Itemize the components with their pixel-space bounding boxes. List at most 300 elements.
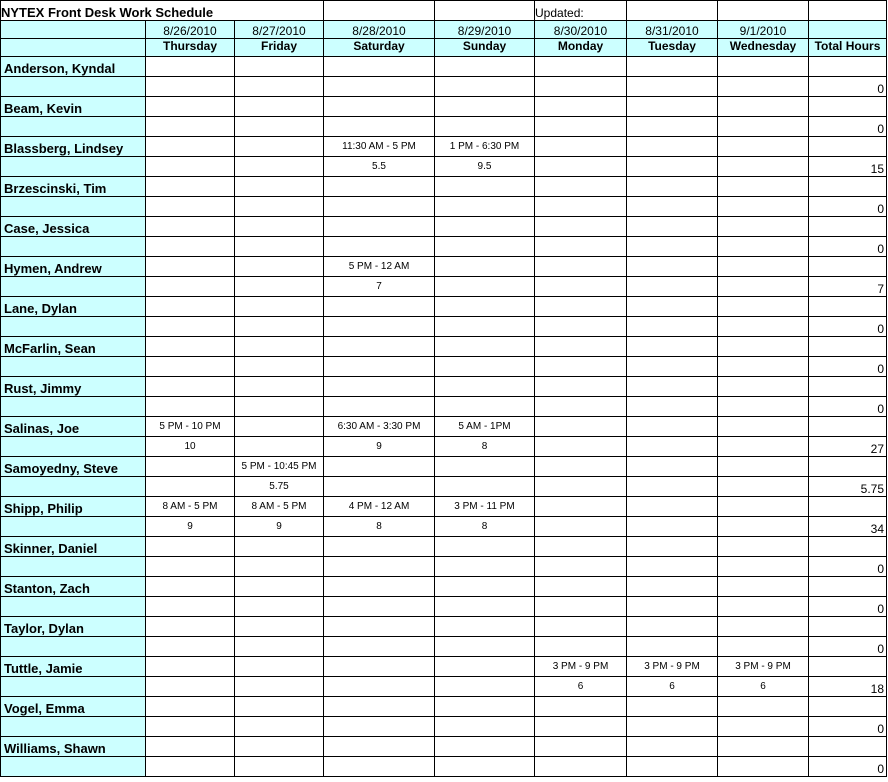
shift-cell[interactable] bbox=[235, 697, 324, 717]
shift-cell[interactable] bbox=[627, 617, 718, 637]
shift-cell[interactable] bbox=[718, 537, 809, 557]
total-cell-blank[interactable] bbox=[809, 297, 887, 317]
hours-cell[interactable] bbox=[627, 597, 718, 617]
hours-cell[interactable] bbox=[324, 717, 435, 737]
total-hours-cell[interactable]: 0 bbox=[809, 117, 887, 137]
hours-cell[interactable]: 8 bbox=[435, 437, 535, 457]
hours-cell[interactable] bbox=[627, 117, 718, 137]
shift-cell[interactable]: 6:30 AM - 3:30 PM bbox=[324, 417, 435, 437]
shift-cell[interactable] bbox=[324, 457, 435, 477]
total-cell-blank[interactable] bbox=[809, 617, 887, 637]
shift-cell[interactable] bbox=[235, 57, 324, 77]
hours-cell[interactable] bbox=[235, 397, 324, 417]
shift-cell[interactable]: 11:30 AM - 5 PM bbox=[324, 137, 435, 157]
shift-cell[interactable] bbox=[435, 657, 535, 677]
hours-cell[interactable] bbox=[535, 437, 627, 457]
employee-name-blank[interactable] bbox=[1, 717, 146, 737]
total-hours-cell[interactable]: 15 bbox=[809, 157, 887, 177]
header-name-cell[interactable] bbox=[1, 21, 146, 39]
shift-cell[interactable] bbox=[627, 377, 718, 397]
shift-cell[interactable]: 3 PM - 9 PM bbox=[535, 657, 627, 677]
hours-cell[interactable] bbox=[718, 157, 809, 177]
total-hours-cell[interactable]: 34 bbox=[809, 517, 887, 537]
hours-cell[interactable] bbox=[146, 597, 235, 617]
hours-cell[interactable] bbox=[718, 557, 809, 577]
employee-name[interactable]: Brzescinski, Tim bbox=[1, 177, 146, 197]
shift-cell[interactable] bbox=[435, 257, 535, 277]
shift-cell[interactable] bbox=[435, 337, 535, 357]
day-header[interactable]: Saturday bbox=[324, 39, 435, 57]
shift-cell[interactable]: 5 PM - 10:45 PM bbox=[235, 457, 324, 477]
employee-name-blank[interactable] bbox=[1, 477, 146, 497]
hours-cell[interactable] bbox=[146, 277, 235, 297]
employee-name-blank[interactable] bbox=[1, 637, 146, 657]
hours-cell[interactable] bbox=[146, 397, 235, 417]
shift-cell[interactable] bbox=[718, 337, 809, 357]
hours-cell[interactable] bbox=[146, 117, 235, 137]
shift-cell[interactable] bbox=[146, 297, 235, 317]
shift-cell[interactable] bbox=[235, 617, 324, 637]
shift-cell[interactable] bbox=[235, 257, 324, 277]
shift-cell[interactable] bbox=[627, 697, 718, 717]
employee-name[interactable]: Rust, Jimmy bbox=[1, 377, 146, 397]
shift-cell[interactable] bbox=[235, 657, 324, 677]
shift-cell[interactable] bbox=[535, 97, 627, 117]
employee-name[interactable]: Lane, Dylan bbox=[1, 297, 146, 317]
shift-cell[interactable] bbox=[627, 177, 718, 197]
shift-cell[interactable]: 5 AM - 1PM bbox=[435, 417, 535, 437]
hours-cell[interactable] bbox=[324, 237, 435, 257]
hours-cell[interactable] bbox=[435, 317, 535, 337]
hours-cell[interactable] bbox=[235, 357, 324, 377]
hours-cell[interactable] bbox=[535, 717, 627, 737]
shift-cell[interactable] bbox=[324, 177, 435, 197]
employee-name[interactable]: Salinas, Joe bbox=[1, 417, 146, 437]
shift-cell[interactable] bbox=[324, 697, 435, 717]
hours-cell[interactable] bbox=[235, 637, 324, 657]
hours-cell[interactable] bbox=[627, 237, 718, 257]
total-hours-cell[interactable]: 27 bbox=[809, 437, 887, 457]
total-cell-blank[interactable] bbox=[809, 697, 887, 717]
employee-name[interactable]: Samoyedny, Steve bbox=[1, 457, 146, 477]
shift-cell[interactable] bbox=[146, 737, 235, 757]
hours-cell[interactable] bbox=[324, 597, 435, 617]
hours-cell[interactable] bbox=[627, 317, 718, 337]
total-hours-cell[interactable]: 0 bbox=[809, 237, 887, 257]
hours-cell[interactable] bbox=[235, 197, 324, 217]
shift-cell[interactable] bbox=[535, 137, 627, 157]
employee-name[interactable]: Vogel, Emma bbox=[1, 697, 146, 717]
total-cell-blank[interactable] bbox=[809, 177, 887, 197]
hours-cell[interactable] bbox=[435, 397, 535, 417]
hours-cell[interactable] bbox=[324, 557, 435, 577]
shift-cell[interactable] bbox=[718, 737, 809, 757]
hours-cell[interactable] bbox=[324, 637, 435, 657]
shift-cell[interactable] bbox=[324, 737, 435, 757]
shift-cell[interactable] bbox=[718, 417, 809, 437]
hours-cell[interactable] bbox=[535, 157, 627, 177]
employee-name-blank[interactable] bbox=[1, 357, 146, 377]
employee-name-blank[interactable] bbox=[1, 317, 146, 337]
shift-cell[interactable] bbox=[718, 697, 809, 717]
hours-cell[interactable] bbox=[627, 757, 718, 777]
date-header[interactable]: 9/1/2010 bbox=[718, 21, 809, 39]
total-cell-blank[interactable] bbox=[809, 257, 887, 277]
hours-cell[interactable] bbox=[146, 557, 235, 577]
hours-cell[interactable]: 9 bbox=[324, 437, 435, 457]
shift-cell[interactable] bbox=[435, 537, 535, 557]
hours-cell[interactable] bbox=[435, 677, 535, 697]
total-cell-blank[interactable] bbox=[809, 657, 887, 677]
day-header[interactable]: Wednesday bbox=[718, 39, 809, 57]
shift-cell[interactable] bbox=[146, 137, 235, 157]
hours-cell[interactable]: 5.75 bbox=[235, 477, 324, 497]
shift-cell[interactable] bbox=[324, 577, 435, 597]
hours-cell[interactable] bbox=[718, 437, 809, 457]
shift-cell[interactable] bbox=[146, 537, 235, 557]
shift-cell[interactable] bbox=[535, 177, 627, 197]
shift-cell[interactable] bbox=[435, 97, 535, 117]
hours-cell[interactable]: 6 bbox=[535, 677, 627, 697]
shift-cell[interactable] bbox=[535, 417, 627, 437]
hours-cell[interactable]: 6 bbox=[718, 677, 809, 697]
shift-cell[interactable]: 4 PM - 12 AM bbox=[324, 497, 435, 517]
shift-cell[interactable] bbox=[627, 137, 718, 157]
hours-cell[interactable] bbox=[146, 237, 235, 257]
hours-cell[interactable] bbox=[235, 237, 324, 257]
employee-name[interactable]: Skinner, Daniel bbox=[1, 537, 146, 557]
hours-cell[interactable] bbox=[627, 477, 718, 497]
hours-cell[interactable] bbox=[146, 477, 235, 497]
hours-cell[interactable] bbox=[535, 317, 627, 337]
shift-cell[interactable] bbox=[435, 457, 535, 477]
hours-cell[interactable] bbox=[146, 317, 235, 337]
shift-cell[interactable] bbox=[235, 337, 324, 357]
total-hours-cell[interactable]: 0 bbox=[809, 717, 887, 737]
day-header[interactable]: Thursday bbox=[146, 39, 235, 57]
shift-cell[interactable] bbox=[146, 697, 235, 717]
total-hours-cell[interactable]: 18 bbox=[809, 677, 887, 697]
hours-cell[interactable] bbox=[535, 357, 627, 377]
hours-cell[interactable] bbox=[718, 357, 809, 377]
shift-cell[interactable] bbox=[627, 577, 718, 597]
employee-name-blank[interactable] bbox=[1, 437, 146, 457]
shift-cell[interactable] bbox=[235, 537, 324, 557]
employee-name-blank[interactable] bbox=[1, 77, 146, 97]
employee-name-blank[interactable] bbox=[1, 197, 146, 217]
date-header[interactable]: 8/30/2010 bbox=[535, 21, 627, 39]
hours-cell[interactable] bbox=[627, 397, 718, 417]
hours-cell[interactable] bbox=[627, 557, 718, 577]
shift-cell[interactable] bbox=[718, 617, 809, 637]
shift-cell[interactable] bbox=[324, 217, 435, 237]
shift-cell[interactable] bbox=[324, 537, 435, 557]
shift-cell[interactable] bbox=[535, 497, 627, 517]
shift-cell[interactable] bbox=[235, 737, 324, 757]
shift-cell[interactable] bbox=[718, 97, 809, 117]
hours-cell[interactable] bbox=[718, 237, 809, 257]
hours-cell[interactable] bbox=[627, 437, 718, 457]
shift-cell[interactable] bbox=[435, 217, 535, 237]
hours-cell[interactable] bbox=[435, 637, 535, 657]
shift-cell[interactable] bbox=[435, 617, 535, 637]
hours-cell[interactable] bbox=[235, 717, 324, 737]
total-hours-cell[interactable]: 0 bbox=[809, 397, 887, 417]
shift-cell[interactable] bbox=[235, 97, 324, 117]
hours-cell[interactable] bbox=[146, 357, 235, 377]
shift-cell[interactable] bbox=[324, 617, 435, 637]
shift-cell[interactable] bbox=[435, 377, 535, 397]
hours-cell[interactable] bbox=[146, 757, 235, 777]
hours-cell[interactable]: 9 bbox=[235, 517, 324, 537]
shift-cell[interactable] bbox=[146, 217, 235, 237]
hours-cell[interactable] bbox=[535, 757, 627, 777]
total-hours-cell[interactable]: 5.75 bbox=[809, 477, 887, 497]
total-cell-blank[interactable] bbox=[809, 57, 887, 77]
employee-name[interactable]: Hymen, Andrew bbox=[1, 257, 146, 277]
hours-cell[interactable] bbox=[535, 597, 627, 617]
hours-cell[interactable] bbox=[324, 397, 435, 417]
employee-name[interactable]: Taylor, Dylan bbox=[1, 617, 146, 637]
shift-cell[interactable] bbox=[324, 97, 435, 117]
hours-cell[interactable] bbox=[324, 357, 435, 377]
hours-cell[interactable] bbox=[435, 717, 535, 737]
shift-cell[interactable] bbox=[146, 257, 235, 277]
hours-cell[interactable] bbox=[435, 357, 535, 377]
shift-cell[interactable]: 3 PM - 9 PM bbox=[718, 657, 809, 677]
hours-cell[interactable] bbox=[235, 277, 324, 297]
total-hours-cell[interactable]: 0 bbox=[809, 557, 887, 577]
shift-cell[interactable] bbox=[435, 297, 535, 317]
shift-cell[interactable]: 8 AM - 5 PM bbox=[146, 497, 235, 517]
hours-cell[interactable] bbox=[146, 677, 235, 697]
hours-cell[interactable] bbox=[146, 157, 235, 177]
shift-cell[interactable]: 5 PM - 12 AM bbox=[324, 257, 435, 277]
shift-cell[interactable] bbox=[718, 257, 809, 277]
employee-name[interactable]: Anderson, Kyndal bbox=[1, 57, 146, 77]
shift-cell[interactable] bbox=[627, 737, 718, 757]
shift-cell[interactable] bbox=[146, 377, 235, 397]
shift-cell[interactable]: 8 AM - 5 PM bbox=[235, 497, 324, 517]
total-hours-cell[interactable]: 0 bbox=[809, 357, 887, 377]
total-hours-cell[interactable]: 0 bbox=[809, 637, 887, 657]
shift-cell[interactable] bbox=[235, 177, 324, 197]
hours-cell[interactable] bbox=[535, 637, 627, 657]
employee-name-blank[interactable] bbox=[1, 237, 146, 257]
hours-cell[interactable] bbox=[627, 197, 718, 217]
hours-cell[interactable] bbox=[627, 717, 718, 737]
total-hours-cell[interactable]: 0 bbox=[809, 317, 887, 337]
shift-cell[interactable] bbox=[718, 377, 809, 397]
shift-cell[interactable] bbox=[718, 57, 809, 77]
hours-cell[interactable] bbox=[435, 757, 535, 777]
total-cell-blank[interactable] bbox=[809, 537, 887, 557]
hours-cell[interactable] bbox=[535, 197, 627, 217]
shift-cell[interactable] bbox=[146, 457, 235, 477]
hours-cell[interactable]: 8 bbox=[435, 517, 535, 537]
shift-cell[interactable] bbox=[535, 337, 627, 357]
hours-cell[interactable] bbox=[535, 557, 627, 577]
shift-cell[interactable] bbox=[718, 577, 809, 597]
shift-cell[interactable] bbox=[535, 537, 627, 557]
shift-cell[interactable] bbox=[627, 457, 718, 477]
employee-name-blank[interactable] bbox=[1, 397, 146, 417]
hours-cell[interactable] bbox=[235, 557, 324, 577]
employee-name-blank[interactable] bbox=[1, 117, 146, 137]
hours-cell[interactable] bbox=[235, 437, 324, 457]
hours-cell[interactable]: 9 bbox=[146, 517, 235, 537]
shift-cell[interactable] bbox=[627, 337, 718, 357]
shift-cell[interactable] bbox=[146, 657, 235, 677]
hours-cell[interactable]: 5.5 bbox=[324, 157, 435, 177]
hours-cell[interactable]: 10 bbox=[146, 437, 235, 457]
shift-cell[interactable] bbox=[718, 177, 809, 197]
hours-cell[interactable] bbox=[435, 237, 535, 257]
hours-cell[interactable] bbox=[146, 77, 235, 97]
shift-cell[interactable] bbox=[435, 737, 535, 757]
shift-cell[interactable] bbox=[535, 377, 627, 397]
day-header[interactable]: Sunday bbox=[435, 39, 535, 57]
hours-cell[interactable]: 9.5 bbox=[435, 157, 535, 177]
hours-cell[interactable] bbox=[235, 117, 324, 137]
shift-cell[interactable] bbox=[627, 217, 718, 237]
hours-cell[interactable] bbox=[627, 357, 718, 377]
total-cell-blank[interactable] bbox=[809, 737, 887, 757]
shift-cell[interactable] bbox=[627, 497, 718, 517]
hours-cell[interactable] bbox=[535, 517, 627, 537]
shift-cell[interactable] bbox=[718, 137, 809, 157]
shift-cell[interactable] bbox=[627, 257, 718, 277]
shift-cell[interactable] bbox=[235, 417, 324, 437]
shift-cell[interactable] bbox=[146, 177, 235, 197]
shift-cell[interactable] bbox=[146, 57, 235, 77]
shift-cell[interactable] bbox=[235, 217, 324, 237]
hours-cell[interactable] bbox=[235, 597, 324, 617]
total-header-top[interactable] bbox=[809, 21, 887, 39]
hours-cell[interactable] bbox=[718, 317, 809, 337]
shift-cell[interactable] bbox=[718, 217, 809, 237]
hours-cell[interactable]: 6 bbox=[627, 677, 718, 697]
date-header[interactable]: 8/31/2010 bbox=[627, 21, 718, 39]
shift-cell[interactable]: 5 PM - 10 PM bbox=[146, 417, 235, 437]
hours-cell[interactable] bbox=[627, 77, 718, 97]
employee-name[interactable]: Beam, Kevin bbox=[1, 97, 146, 117]
shift-cell[interactable] bbox=[435, 577, 535, 597]
hours-cell[interactable] bbox=[718, 517, 809, 537]
total-cell-blank[interactable] bbox=[809, 417, 887, 437]
employee-name[interactable]: Tuttle, Jamie bbox=[1, 657, 146, 677]
date-header[interactable]: 8/27/2010 bbox=[235, 21, 324, 39]
shift-cell[interactable] bbox=[535, 297, 627, 317]
total-hours-cell[interactable]: 0 bbox=[809, 597, 887, 617]
hours-cell[interactable] bbox=[235, 757, 324, 777]
shift-cell[interactable] bbox=[535, 257, 627, 277]
hours-cell[interactable] bbox=[235, 317, 324, 337]
hours-cell[interactable] bbox=[324, 317, 435, 337]
shift-cell[interactable] bbox=[146, 577, 235, 597]
total-cell-blank[interactable] bbox=[809, 137, 887, 157]
shift-cell[interactable] bbox=[535, 217, 627, 237]
shift-cell[interactable] bbox=[235, 377, 324, 397]
shift-cell[interactable] bbox=[535, 57, 627, 77]
hours-cell[interactable] bbox=[146, 637, 235, 657]
hours-cell[interactable] bbox=[718, 597, 809, 617]
total-hours-cell[interactable]: 0 bbox=[809, 757, 887, 777]
total-cell-blank[interactable] bbox=[809, 217, 887, 237]
total-cell-blank[interactable] bbox=[809, 577, 887, 597]
shift-cell[interactable] bbox=[146, 97, 235, 117]
hours-cell[interactable] bbox=[627, 637, 718, 657]
hours-cell[interactable] bbox=[718, 757, 809, 777]
hours-cell[interactable] bbox=[718, 397, 809, 417]
day-header[interactable]: Tuesday bbox=[627, 39, 718, 57]
hours-cell[interactable] bbox=[324, 677, 435, 697]
shift-cell[interactable] bbox=[235, 297, 324, 317]
shift-cell[interactable] bbox=[627, 57, 718, 77]
hours-cell[interactable] bbox=[435, 77, 535, 97]
employee-name[interactable]: Shipp, Philip bbox=[1, 497, 146, 517]
hours-cell[interactable] bbox=[535, 277, 627, 297]
hours-cell[interactable] bbox=[435, 477, 535, 497]
shift-cell[interactable] bbox=[627, 537, 718, 557]
shift-cell[interactable] bbox=[627, 97, 718, 117]
shift-cell[interactable]: 3 PM - 9 PM bbox=[627, 657, 718, 677]
shift-cell[interactable] bbox=[535, 737, 627, 757]
employee-name-blank[interactable] bbox=[1, 757, 146, 777]
shift-cell[interactable] bbox=[718, 297, 809, 317]
shift-cell[interactable] bbox=[627, 297, 718, 317]
hours-cell[interactable] bbox=[235, 157, 324, 177]
shift-cell[interactable] bbox=[235, 577, 324, 597]
total-cell-blank[interactable] bbox=[809, 337, 887, 357]
hours-cell[interactable] bbox=[235, 677, 324, 697]
shift-cell[interactable] bbox=[535, 697, 627, 717]
day-header[interactable]: Monday bbox=[535, 39, 627, 57]
hours-cell[interactable] bbox=[324, 197, 435, 217]
date-header[interactable]: 8/29/2010 bbox=[435, 21, 535, 39]
employee-name[interactable]: Stanton, Zach bbox=[1, 577, 146, 597]
shift-cell[interactable]: 1 PM - 6:30 PM bbox=[435, 137, 535, 157]
shift-cell[interactable] bbox=[435, 57, 535, 77]
hours-cell[interactable] bbox=[627, 157, 718, 177]
hours-cell[interactable]: 7 bbox=[324, 277, 435, 297]
hours-cell[interactable] bbox=[535, 237, 627, 257]
shift-cell[interactable] bbox=[235, 137, 324, 157]
shift-cell[interactable] bbox=[324, 297, 435, 317]
hours-cell[interactable] bbox=[324, 477, 435, 497]
employee-name[interactable]: Blassberg, Lindsey bbox=[1, 137, 146, 157]
hours-cell[interactable] bbox=[324, 757, 435, 777]
shift-cell[interactable] bbox=[324, 337, 435, 357]
employee-name[interactable]: Case, Jessica bbox=[1, 217, 146, 237]
hours-cell[interactable] bbox=[435, 597, 535, 617]
total-cell-blank[interactable] bbox=[809, 497, 887, 517]
total-cell-blank[interactable] bbox=[809, 377, 887, 397]
shift-cell[interactable] bbox=[146, 617, 235, 637]
shift-cell[interactable] bbox=[324, 657, 435, 677]
day-header[interactable]: Friday bbox=[235, 39, 324, 57]
hours-cell[interactable] bbox=[535, 397, 627, 417]
hours-cell[interactable] bbox=[435, 117, 535, 137]
employee-name-blank[interactable] bbox=[1, 277, 146, 297]
hours-cell[interactable] bbox=[718, 637, 809, 657]
employee-name-blank[interactable] bbox=[1, 557, 146, 577]
hours-cell[interactable] bbox=[718, 277, 809, 297]
total-hours-cell[interactable]: 0 bbox=[809, 77, 887, 97]
total-cell-blank[interactable] bbox=[809, 457, 887, 477]
hours-cell[interactable] bbox=[718, 477, 809, 497]
date-header[interactable]: 8/28/2010 bbox=[324, 21, 435, 39]
